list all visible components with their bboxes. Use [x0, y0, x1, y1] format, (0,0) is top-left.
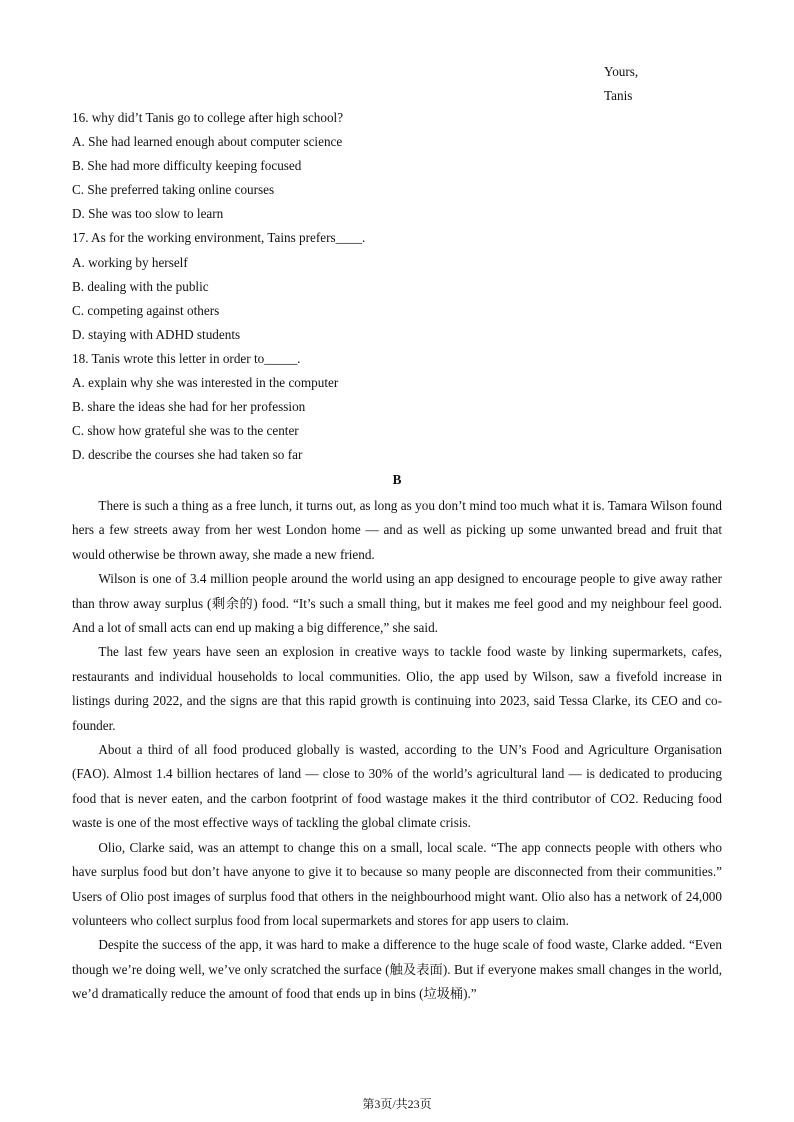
answer-option: A. working by herself [72, 254, 188, 270]
passage-paragraph: Wilson is one of 3.4 million people around the world using an app designed to encourage people to give away rather than throw away surplus (剩余的) food. “It’s such a small thing, but it makes me feel good and my neighbour feel good. And a lot of small acts can end up making a big difference,” she said. [72, 571, 722, 636]
question-stem: 17. As for the working environment, Tains prefers____. [72, 230, 366, 246]
answer-option: D. describe the courses she had taken so far [72, 447, 303, 463]
answer-option: B. share the ideas she had for her profession [72, 399, 306, 415]
answer-option: A. explain why she was interested in the computer [72, 375, 339, 391]
answer-option: C. competing against others [72, 302, 220, 318]
answer-option: B. She had more difficulty keeping focused [72, 158, 302, 174]
passage-paragraph: Olio, Clarke said, was an attempt to change this on a small, local scale. “The app connects people with others who have surplus food but don’t have anyone to give it to because so many people are disconnected from their communities.” Users of Olio post images of surplus food that others in the neighbourhood might want. Olio also has a network of 24,000 volunteers who collect surplus food from local supermarkets and stores for app users to claim. [72, 839, 722, 928]
question-list [72, 106, 722, 467]
page-number: 第3页/共23页 [362, 1097, 432, 1111]
answer-option: D. staying with ADHD students [72, 326, 241, 342]
question-stem: 16. why did’t Tanis go to college after high school? [72, 110, 344, 125]
passage-paragraph: The last few years have seen an explosion in creative ways to tackle food waste by linking supermarkets, cafes, restaurants and individual households to local communities. Olio, the app used by Wilson, saw a fivefold increase in listings during 2022, and the signs are that this rapid growth is continuing into 2023, said Tessa Clarke, its CEO and co-founder. [72, 644, 722, 733]
answer-option: C. She preferred taking online courses [72, 182, 275, 198]
answer-option: C. show how grateful she was to the center [72, 423, 299, 439]
letter-signature: Tanis [604, 88, 633, 103]
question-17 [72, 226, 722, 346]
passage-paragraph: About a third of all food produced globally is wasted, according to the UN’s Food and Agriculture Organisation (FAO). Almost 1.4 billion hectares of land — close to 30% of the world’s agricultural land — is dedicated to producing food that is never eaten, and the carbon footprint of food wastage makes it the third contributor of CO2. Reducing food waste is one of the most effective ways of tackling the global climate crisis. [72, 742, 722, 831]
passage-paragraph: Despite the success of the app, it was hard to make a difference to the huge scale of food waste, Clarke added. “Even though we’re doing well, we’ve only scratched the surface (触及表面). But if everyone makes small changes in the world, we’d dramatically reduce the amount of food that ends up in bins (垃圾桶).” [72, 937, 722, 1002]
letter-closing [604, 60, 638, 108]
question-16 [72, 106, 722, 226]
answer-option: B. dealing with the public [72, 278, 209, 294]
reading-passage [72, 494, 722, 1007]
question-stem: 18. Tanis wrote this letter in order to_____. [72, 350, 301, 366]
question-18 [72, 347, 722, 467]
section-heading: B [392, 472, 402, 487]
answer-option: D. She was too slow to learn [72, 206, 224, 222]
passage-paragraph: There is such a thing as a free lunch, it turns out, as long as you don’t mind too much what it is. Tamara Wilson found hers a few streets away from her west London home — and as well as picking up some unwanted bread and fruit that would otherwise be thrown away, she made a new friend. [72, 498, 722, 562]
answer-option: A. She had learned enough about computer science [72, 134, 343, 150]
letter-salutation: Yours, [604, 64, 639, 79]
